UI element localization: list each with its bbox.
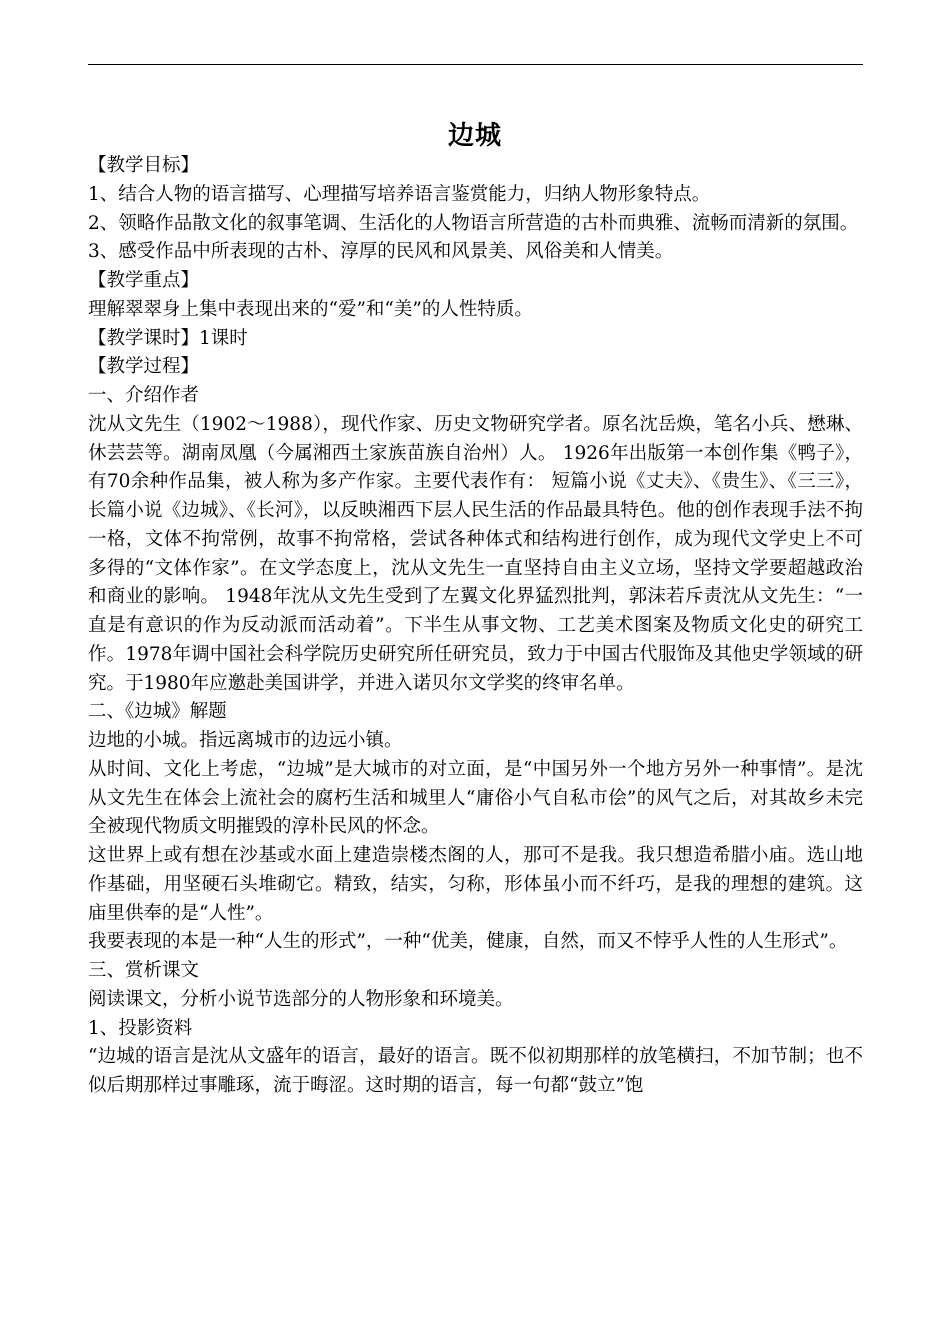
objective-item-2: 2、领略作品散文化的叙事笔调、生活化的人物语言所营造的古朴而典雅、流畅而清新的氛围。 [88, 212, 859, 234]
subheading-author: 一、介绍作者 [88, 385, 200, 406]
projection-quote-paragraph: “边城的语言是沈从文盛年的语言，最好的语言。既不似初期那样的放笔横扫，不加节制；也不似后期那样过事雕琢，流于晦涩。这时期的语言，每一句都“鼓立”饱 [88, 1046, 863, 1096]
section-heading-process: 【教学过程】 [88, 356, 200, 378]
title-explanation-paragraph-3: 这世界上或有想在沙基或水面上建造崇楼杰阁的人，那可不是我。我只想造希腊小庙。选山地作基础，用坚硬石头堆砌它。精致，结实，匀称，形体虽小而不纤巧，是我的理想的建筑。这庙里供奉的是“人性”。 [88, 845, 863, 924]
appreciation-intro-paragraph: 阅读课文，分析小说节选部分的人物形象和环境美。 [88, 988, 514, 1010]
key-point-text: 理解翠翠身上集中表现出来的“爱”和“美”的人性特质。 [88, 298, 533, 320]
section-heading-objectives: 【教学目标】 [88, 155, 200, 176]
subheading-title-explanation: 二、《边城》解题 [88, 701, 227, 723]
document-body [88, 152, 863, 1101]
section-heading-class-hours: 【教学课时】1课时 [88, 327, 248, 349]
header-rule [88, 64, 863, 65]
title-explanation-paragraph-4: 我要表现的本是一种“人生的形式”，一种“优美，健康，自然，而又不悖乎人性的人生形式”。 [88, 931, 848, 953]
section-heading-key-points: 【教学重点】 [88, 270, 200, 291]
objective-item-3: 3、感受作品中所表现的古朴、淳厚的民风和风景美、风俗美和人情美。 [88, 241, 674, 263]
title-explanation-paragraph-2: 从时间、文化上考虑，“边城”是大城市的对立面，是“中国另外一个地方另外一种事情”。是沈从文先生在体会上流社会的腐朽生活和城里人“庸俗小气自私市侩”的风气之后，对其故乡未完全被现代物质文明摧毁的淳朴民风的怀念。 [88, 758, 863, 838]
title-explanation-paragraph-1: 边地的小城。指远离城市的边远小镇。 [88, 730, 403, 751]
subheading-projection-materials: 1、投影资料 [88, 1017, 193, 1039]
subheading-text-appreciation: 三、赏析课文 [88, 960, 200, 981]
document-title: 边城 [447, 121, 502, 151]
objective-item-1: 1、结合人物的语言描写、心理描写培养语言鉴赏能力，归纳人物形象特点。 [88, 183, 711, 205]
author-bio-paragraph: 沈从文先生（1902～1988），现代作家、历史文物研究学者。原名沈岳焕，笔名小兵、懋琳、休芸芸等。湖南凤凰（今属湘西土家族苗族自治州）人。 1926年出版第一本创作集《鸭子》，有70余种作品集，被人称为多产作家。主要代表作有： 短篇小说《丈夫》、《贵生》、《三三》，长篇小说《边城》、《长河》，以反映湘西下层人民生活的作品最具特色。他的创作表现手法不拘一格，文体不拘常例，故事不拘常格，尝试各种体式和结构进行创作，成为现代文学史上不可多得的“文体作家”。在文学态度上，沈从文先生一直坚持自由主义立场，坚持文学要超越政治和商业的影响。 1948年沈从文先生受到了左翼文化界猛烈批判，郭沫若斥责沈从文先生：“一直是有意识的作为反动派而活动着”。下半生从事文物、工艺美术图案及物质文化史的研究工作。1978年调中国社会科学院历史研究所任研究员，致力于中国古代服饰及其他史学领域的研究。于1980年应邀赴美国讲学，并进入诺贝尔文学奖的终审名单。 [88, 413, 863, 694]
